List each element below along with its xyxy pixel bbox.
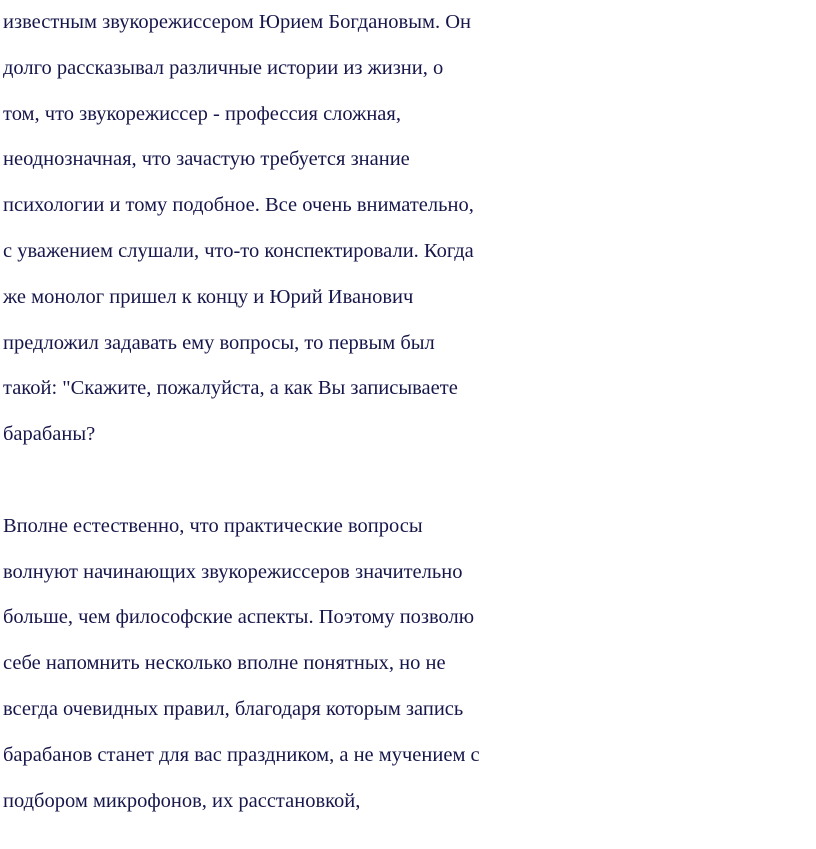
text-line: больше, чем философские аспекты. Поэтому позволю bbox=[3, 606, 475, 629]
text-line: такой: "Скажите, пожалуйста, а как Вы записываете bbox=[3, 377, 458, 400]
text-line: предложил задавать ему вопросы, то первым был bbox=[3, 331, 435, 354]
paragraph-2 bbox=[3, 504, 815, 825]
text-line: долго рассказывал различные истории из жизни, о bbox=[3, 56, 444, 79]
text-line: Вполне естественно, что практические вопросы bbox=[3, 514, 423, 537]
text-line: подбором микрофонов, их расстановкой, bbox=[3, 789, 361, 812]
text-line: волнуют начинающих звукорежиссеров значительно bbox=[3, 560, 463, 583]
document-body bbox=[3, 0, 815, 824]
text-line: барабанов станет для вас праздником, а не мучением с bbox=[3, 743, 480, 766]
text-line: барабаны? bbox=[3, 423, 96, 446]
text-line: всегда очевидных правил, благодаря которым запись bbox=[3, 697, 464, 720]
text-line: себе напомнить несколько вполне понятных, но не bbox=[3, 652, 446, 675]
text-line: с уважением слушали, что-то конспектировали. Когда bbox=[3, 239, 474, 262]
text-line: известным звукорежиссером Юрием Богдановым. Он bbox=[3, 11, 471, 33]
text-line: же монолог пришел к концу и Юрий Иванович bbox=[3, 285, 414, 308]
text-line: том, что звукорежиссер - профессия сложная, bbox=[3, 102, 401, 125]
paragraph-1 bbox=[3, 0, 815, 458]
text-line: психологии и тому подобное. Все очень внимательно, bbox=[3, 194, 474, 217]
text-line: неоднозначная, что зачастую требуется знание bbox=[3, 148, 410, 171]
paragraph-spacer bbox=[3, 458, 815, 504]
